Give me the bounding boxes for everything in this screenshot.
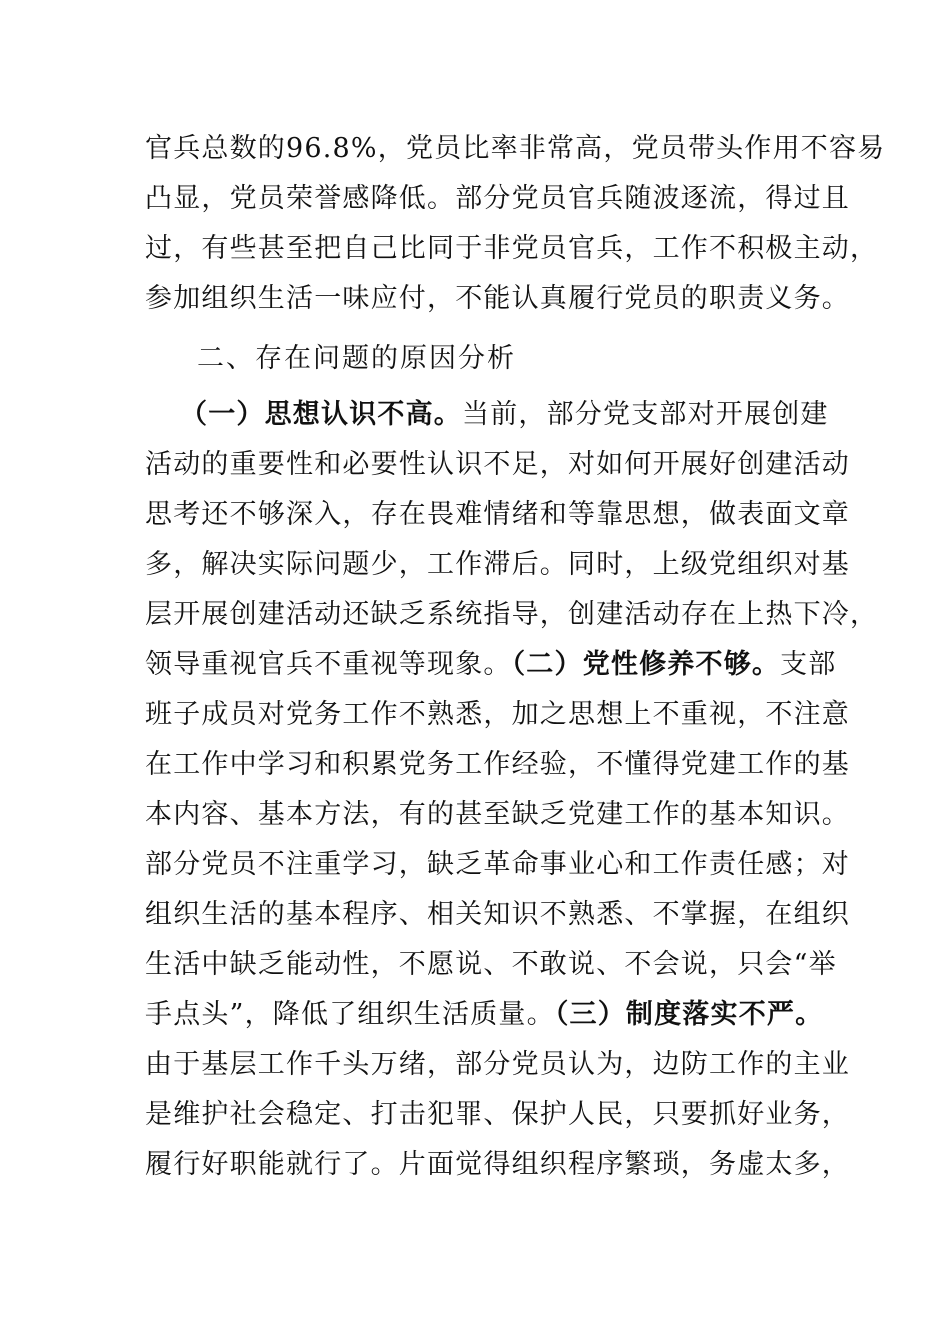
text-segment: 凸显，党员荣誉感降低。部分党员官兵随波逐流，得过且 <box>145 183 850 214</box>
text-segment: 当前，部分党支部对开展创建 <box>462 399 829 430</box>
text-segment: 组织生活的基本程序、相关知识不熟悉、不掌握，在组织 <box>145 899 850 930</box>
heading-text: 二、存在问题的原因分析 <box>197 343 516 374</box>
text-line <box>145 945 837 985</box>
text-line <box>180 395 829 435</box>
text-line <box>145 995 824 1035</box>
subheading-text: （一）思想认识不高。 <box>180 399 462 430</box>
text-line <box>145 179 850 219</box>
text-line <box>145 895 850 935</box>
text-line <box>145 279 850 319</box>
text-line <box>145 545 850 585</box>
text-segment: 参加组织生活一味应付，不能认真履行党员的职责义务。 <box>145 283 850 314</box>
text-segment: 多，解决实际问题少，工作滞后。同时，上级党组织对基 <box>145 549 850 580</box>
text-line <box>145 645 837 685</box>
text-segment: 支部 <box>780 649 837 680</box>
text-line <box>145 1045 850 1085</box>
text-segment: 生活中缺乏能动性，不愿说、不敢说、不会说，只会“举 <box>145 949 837 980</box>
section-heading <box>197 339 857 379</box>
text-line <box>145 1145 850 1185</box>
subheading-text: （三）制度落实不严。 <box>554 999 824 1030</box>
text-line <box>145 445 850 485</box>
text-segment: 履行好职能就行了。片面觉得组织程序繁琐，务虚太多， <box>145 1149 850 1180</box>
text-segment: 活动的重要性和必要性认识不足，对如何开展好创建活动 <box>145 449 850 480</box>
text-line <box>145 745 850 785</box>
text-segment: 层开展创建活动还缺乏系统指导，创建活动存在上热下冷， <box>145 599 879 630</box>
text-line <box>145 495 850 535</box>
text-line <box>145 845 850 885</box>
text-line <box>145 1095 850 1135</box>
text-segment: 手点头”，降低了组织生活质量。 <box>145 999 555 1030</box>
text-line <box>145 695 850 735</box>
text-line <box>145 595 879 635</box>
text-segment: 过，有些甚至把自己比同于非党员官兵，工作不积极主动， <box>145 233 879 264</box>
text-segment: 思考还不够深入，存在畏难情绪和等靠思想，做表面文章 <box>145 499 850 530</box>
subheading-text: （二）党性修养不够。 <box>511 649 781 680</box>
text-line <box>145 795 850 835</box>
text-segment: 班子成员对党务工作不熟悉，加之思想上不重视，不注意 <box>145 699 850 730</box>
text-line <box>145 129 886 169</box>
text-segment: 部分党员不注重学习，缺乏革命事业心和工作责任感；对 <box>145 849 850 880</box>
text-segment: 领导重视官兵不重视等现象。 <box>145 649 512 680</box>
text-line <box>145 229 879 269</box>
text-segment: 是维护社会稳定、打击犯罪、保护人民，只要抓好业务， <box>145 1099 850 1130</box>
text-segment: 本内容、基本方法，有的甚至缺乏党建工作的基本知识。 <box>145 799 850 830</box>
text-segment: 官兵总数的96.8%，党员比率非常高，党员带头作用不容易 <box>145 133 886 164</box>
text-segment: 在工作中学习和积累党务工作经验，不懂得党建工作的基 <box>145 749 850 780</box>
text-segment: 由于基层工作千头万绪，部分党员认为，边防工作的主业 <box>145 1049 850 1080</box>
